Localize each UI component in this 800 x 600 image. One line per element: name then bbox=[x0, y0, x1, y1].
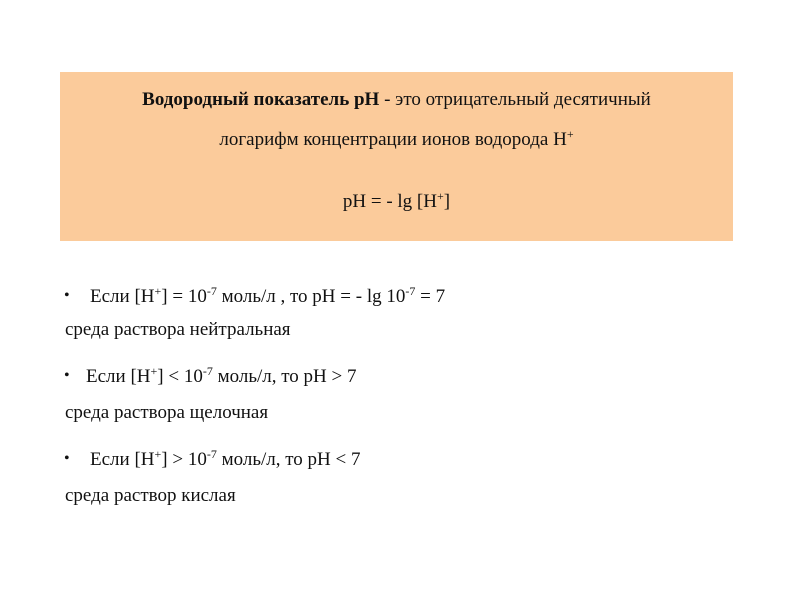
condition-alkaline bbox=[64, 366, 357, 388]
condition-superscript: + bbox=[154, 447, 162, 461]
condition-superscript: -7 bbox=[202, 364, 213, 378]
definition-term: Водородный показатель рН bbox=[142, 89, 380, 110]
condition-text-part: моль/л, то рН > 7 bbox=[212, 366, 357, 387]
condition-acidic bbox=[64, 449, 361, 471]
definition-text-1: - это отрицательный десятичный bbox=[379, 89, 651, 110]
condition-text-part: ] < 10 bbox=[157, 366, 203, 387]
condition-text-part: Если [Н bbox=[90, 286, 155, 307]
definition-box bbox=[60, 72, 733, 241]
condition-text-part: ] = 10 bbox=[161, 286, 207, 307]
environment-alkaline: среда раствора щелочная bbox=[65, 402, 269, 423]
environment-acidic: среда раствор кислая bbox=[65, 485, 236, 506]
definition-line-2 bbox=[60, 129, 733, 151]
ph-formula bbox=[60, 191, 733, 213]
definition-text-2: логарифм концентрации ионов водорода Н bbox=[219, 129, 567, 150]
definition-line-1 bbox=[60, 89, 733, 111]
condition-text-part: моль/л , то рН = - lg 10 bbox=[216, 286, 406, 307]
formula-suffix: ] bbox=[443, 191, 451, 212]
bullet-icon: • bbox=[64, 287, 70, 304]
condition-superscript: + bbox=[150, 364, 158, 378]
condition-text-part: Если [Н bbox=[90, 449, 155, 470]
condition-text-part: Если [Н bbox=[86, 366, 151, 387]
formula-prefix: рН = - lg [Н bbox=[342, 191, 437, 212]
bullet-icon: • bbox=[64, 367, 70, 384]
condition-text-part: = 7 bbox=[415, 286, 446, 307]
formula-superscript: + bbox=[436, 189, 444, 203]
condition-superscript: -7 bbox=[206, 284, 217, 298]
condition-superscript: -7 bbox=[206, 447, 217, 461]
definition-text-2-superscript: + bbox=[566, 127, 574, 141]
bullet-icon: • bbox=[64, 450, 70, 467]
condition-superscript: -7 bbox=[405, 284, 416, 298]
condition-text-part: моль/л, то рН < 7 bbox=[216, 449, 361, 470]
condition-neutral bbox=[64, 286, 445, 308]
environment-neutral: среда раствора нейтральная bbox=[65, 319, 291, 340]
condition-superscript: + bbox=[154, 284, 162, 298]
condition-text-part: ] > 10 bbox=[161, 449, 207, 470]
